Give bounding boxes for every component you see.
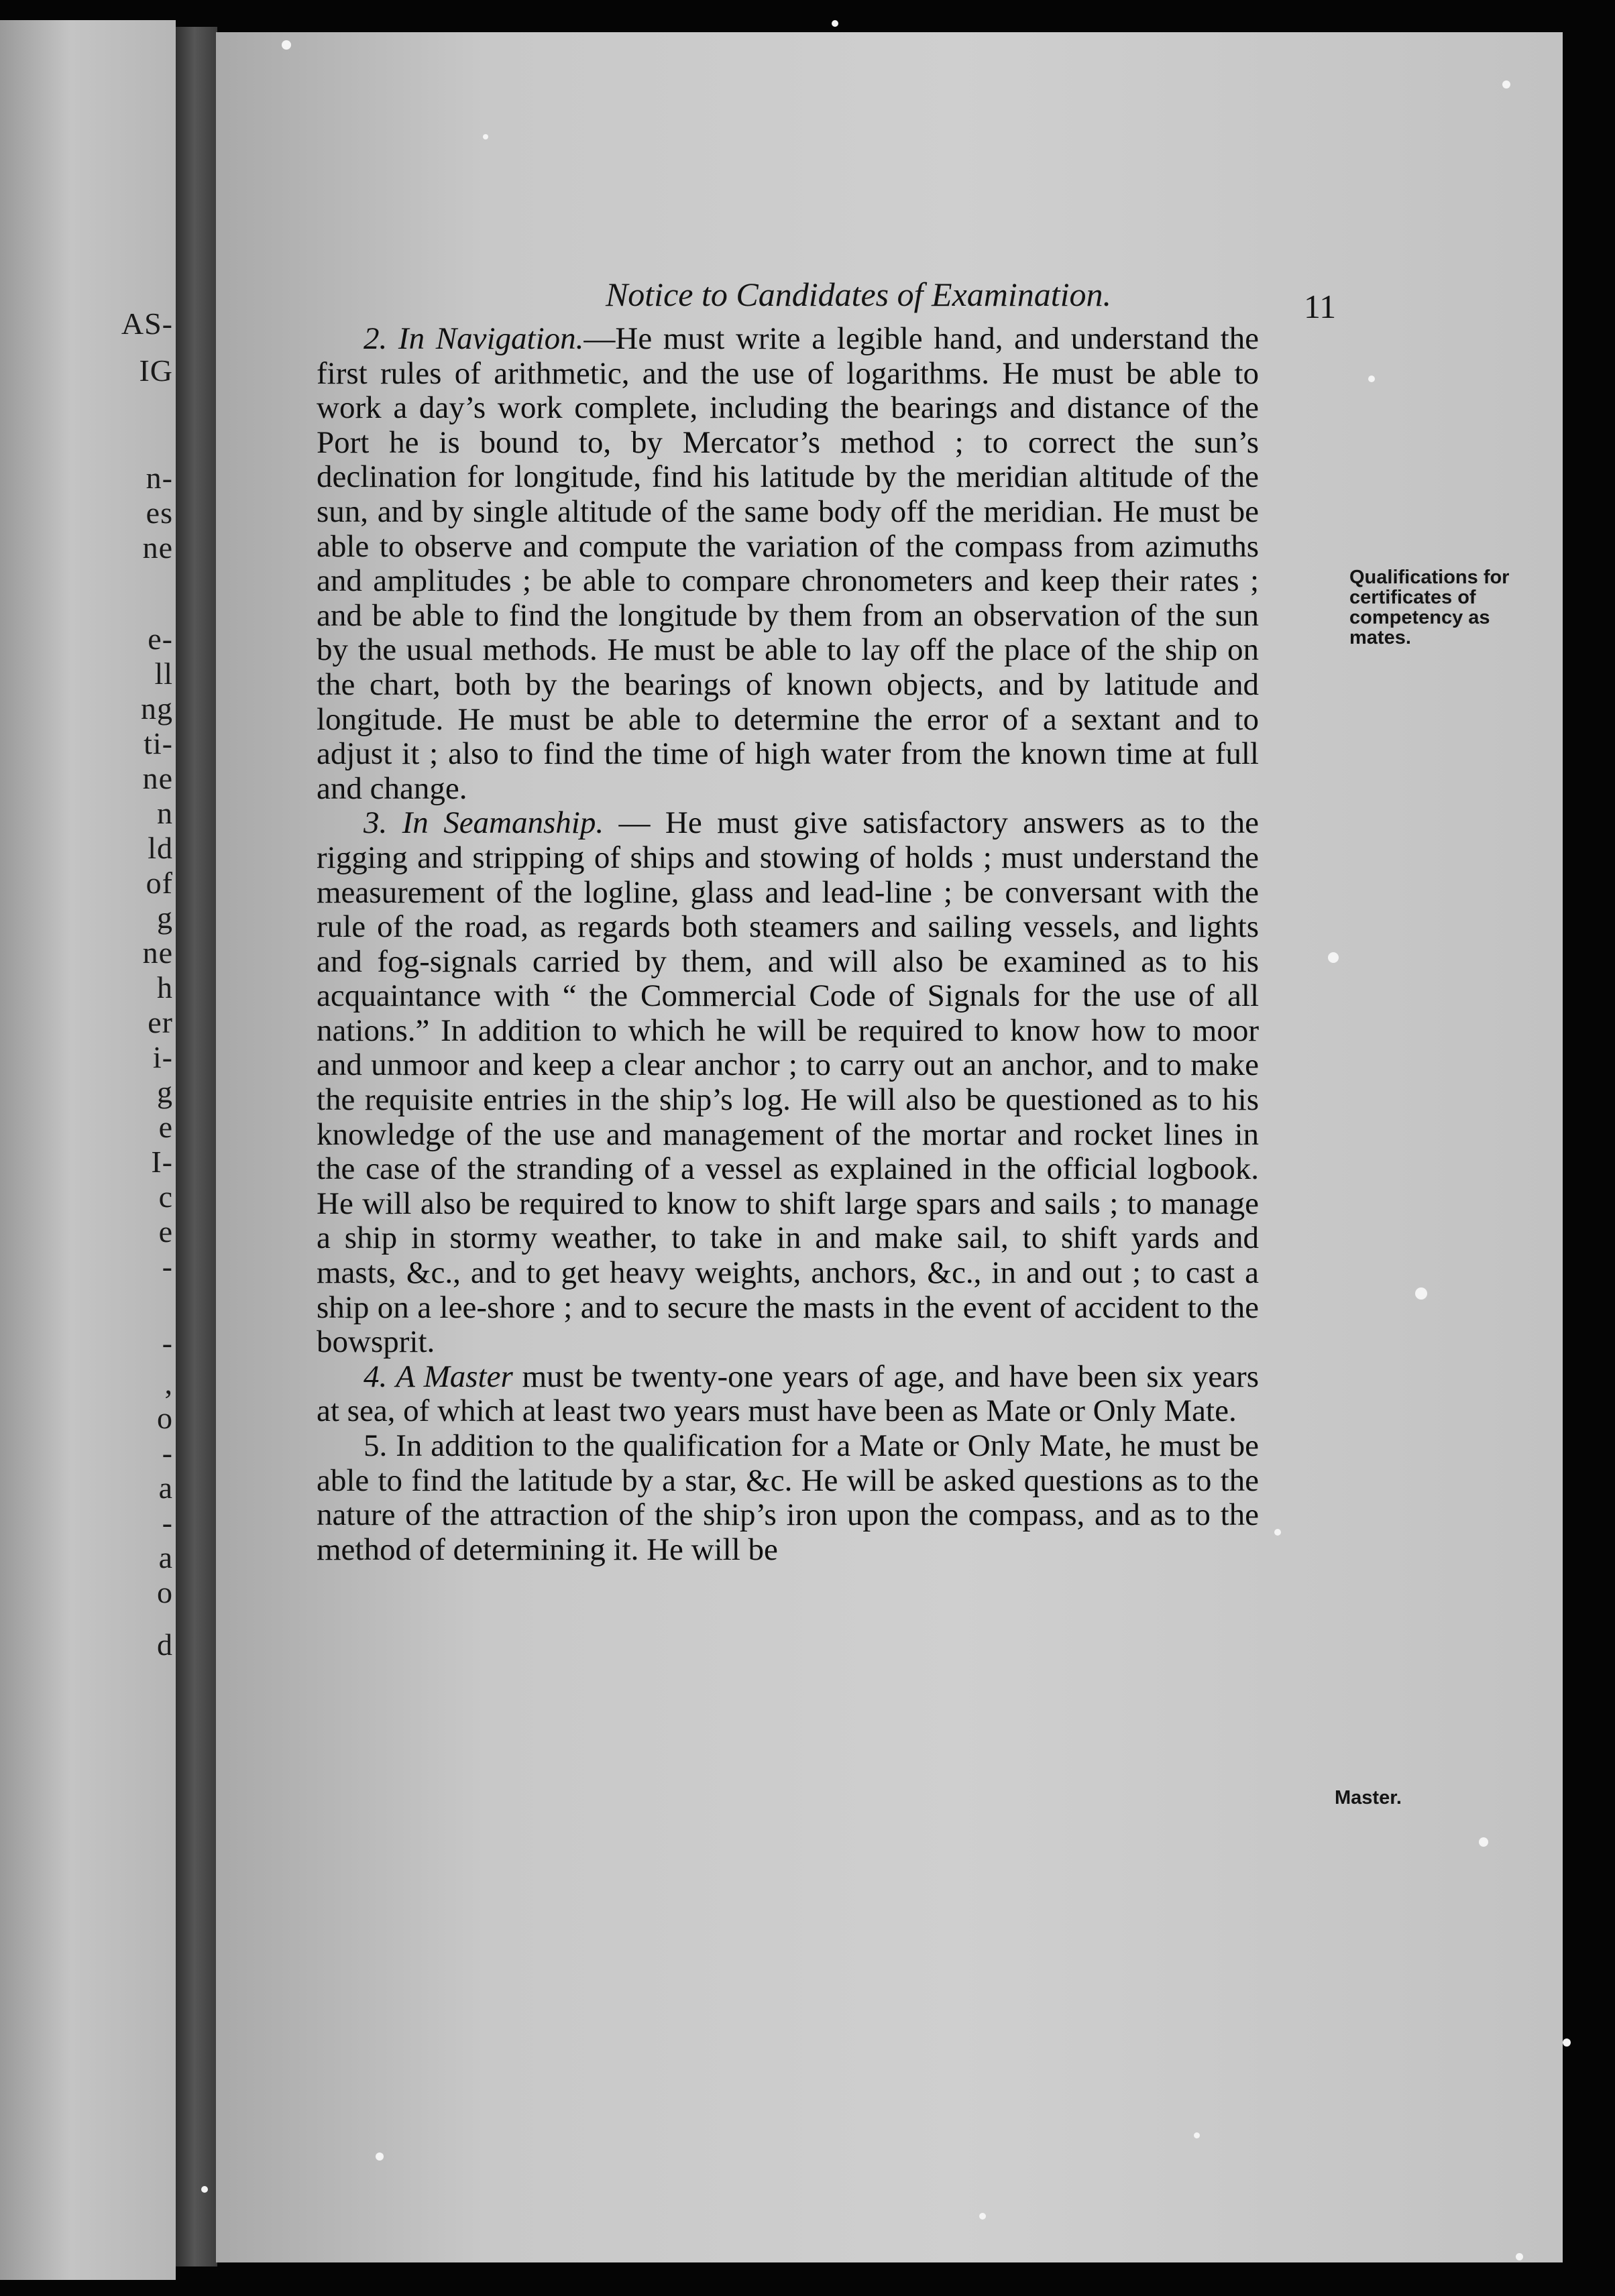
paragraph-lead: 5. (364, 1428, 388, 1463)
left-fragment: - (162, 1505, 173, 1540)
left-fragment: ll (154, 656, 173, 691)
margin-note-master: Master. (1335, 1787, 1402, 1809)
left-fragment: ne (142, 761, 173, 795)
left-fragment: a (158, 1540, 173, 1574)
left-fragment: h (157, 970, 173, 1005)
page-number: 11 (1304, 288, 1337, 325)
dust-speck (483, 134, 488, 139)
left-fragment: e (158, 1110, 173, 1144)
dust-speck (1194, 2132, 1200, 2138)
paragraph-master-age (317, 1360, 1259, 1429)
paragraph-master-qualification (317, 1429, 1259, 1567)
left-fragment: i- (152, 1040, 173, 1074)
left-fragment: n (157, 796, 173, 830)
dust-speck (1502, 80, 1510, 89)
left-fragment: er (148, 1005, 173, 1039)
left-fragment: ne (142, 935, 173, 970)
body-text (317, 322, 1259, 1567)
paragraph-lead: 2. In Navigation. (364, 321, 584, 356)
paragraph-text: — He must give satisfactory answers as to the rigging and stripping of ships and stowing of holds ; must understand the measurement of the logline, glass and lead-line ; be conversant with the rule of the road, as regards both steamers and sailing vessels, and lights and fog-signals carried by them, and will also be examined as to his acquaintance with “ the Commercial Code of Signals for the use of all nations.” In addition to which he will be required to know how to moor and unmoor and keep a clear anchor ; to carry out an anchor, and to make the requisite entries in the ship’s log. He will also be questioned as to his knowledge of the use and management of the mortar and rocket lines in the case of the stranding of a vessel as explained in the official logbook. He will also be required to know to shift large spars and sails ; to manage a ship in stormy weather, to take in and make sail, to shift yards and masts, &c., and to get heavy weights, anchors, &c., in and out ; to cast a ship on a lee-shore ; and to secure the masts in the event of accident to the bowsprit. (317, 805, 1259, 1360)
left-fragment: ne (142, 530, 173, 565)
dust-speck (1563, 2039, 1571, 2047)
paragraph-text: —He must write a legible hand, and understand the first rules of arithmetic, and the use of logarithms. He must be able to work a day’s work complete, including the bearings and distance of the Port he is bound to, by Mercator’s method ; to correct the sun’s declination for longitude, find his latitude by the meridian altitude of the sun, and by single altitude of the same body off the meridian. He must be able to observe and compute the variation of the compass from azimuths and amplitudes ; be able to compare chronometers and keep their rates ; and be able to find the longitude by them from an observation of the sun by the usual methods. He must be able to lay off the place of the ship on the chart, both by the bearings of known objects, and by latitude and longitude. He must be able to determine the error of a sextant and to adjust it ; also to find the time of high water from the known time at full and change. (317, 321, 1259, 806)
dust-speck (282, 40, 291, 50)
paragraph-navigation (317, 322, 1259, 806)
left-fragment: o (157, 1401, 173, 1435)
left-fragment: es (146, 496, 173, 530)
left-fragment: n- (146, 461, 173, 495)
left-fragment: IG (139, 353, 173, 388)
left-fragment: a (158, 1471, 173, 1505)
main-page (216, 32, 1563, 2262)
left-fragment: e- (148, 622, 173, 656)
left-fragment: g (157, 1075, 173, 1109)
book-gutter (176, 27, 217, 2266)
dust-speck (979, 2213, 986, 2220)
dust-speck (1415, 1287, 1427, 1300)
paragraph-lead: 3. In Seamanship. (364, 805, 604, 841)
dust-speck (1274, 1529, 1281, 1536)
left-fragment: ld (148, 831, 173, 865)
left-fragment: I- (151, 1145, 173, 1179)
dust-speck (201, 2186, 208, 2193)
left-fragment: of (146, 866, 173, 900)
dust-speck (1479, 1837, 1488, 1847)
paragraph-text: In addition to the qualification for a Mate or Only Mate, he must be able to find the latitude by a star, &c. He will be asked questions as to the nature of the attraction of the ship’s iron upon the compass, and as to the method of determining it. He will be (317, 1428, 1259, 1567)
paragraph-seamanship (317, 806, 1259, 1360)
paragraph-text: must be twenty-one years of age, and have been six years at sea, of which at least two years must have been as Mate or Only Mate. (317, 1359, 1259, 1429)
running-header: Notice to Candidates of Examination. (605, 276, 1112, 313)
left-fragment: o (157, 1575, 173, 1609)
left-fragment: g (157, 901, 173, 935)
paragraph-lead: 4. A Master (364, 1359, 513, 1394)
margin-note-qualifications: Qualifications for certificates of competency as mates. (1349, 567, 1510, 648)
left-fragment: c (158, 1180, 173, 1214)
left-fragment: ng (141, 691, 173, 726)
dust-speck (1328, 952, 1339, 963)
dust-speck (1368, 376, 1375, 382)
left-fragment: - (162, 1249, 173, 1283)
left-fragment: , (164, 1366, 173, 1400)
dust-speck (1516, 2253, 1523, 2260)
left-fragment: e (158, 1214, 173, 1249)
left-fragment: ti- (144, 726, 173, 760)
dust-speck (376, 2152, 384, 2161)
left-fragment: - (162, 1436, 173, 1470)
left-fragment: AS- (121, 306, 173, 341)
left-fragment: d (157, 1627, 173, 1662)
left-page-fragment (0, 20, 176, 2280)
dust-speck (832, 20, 838, 27)
left-fragment: - (162, 1326, 173, 1360)
